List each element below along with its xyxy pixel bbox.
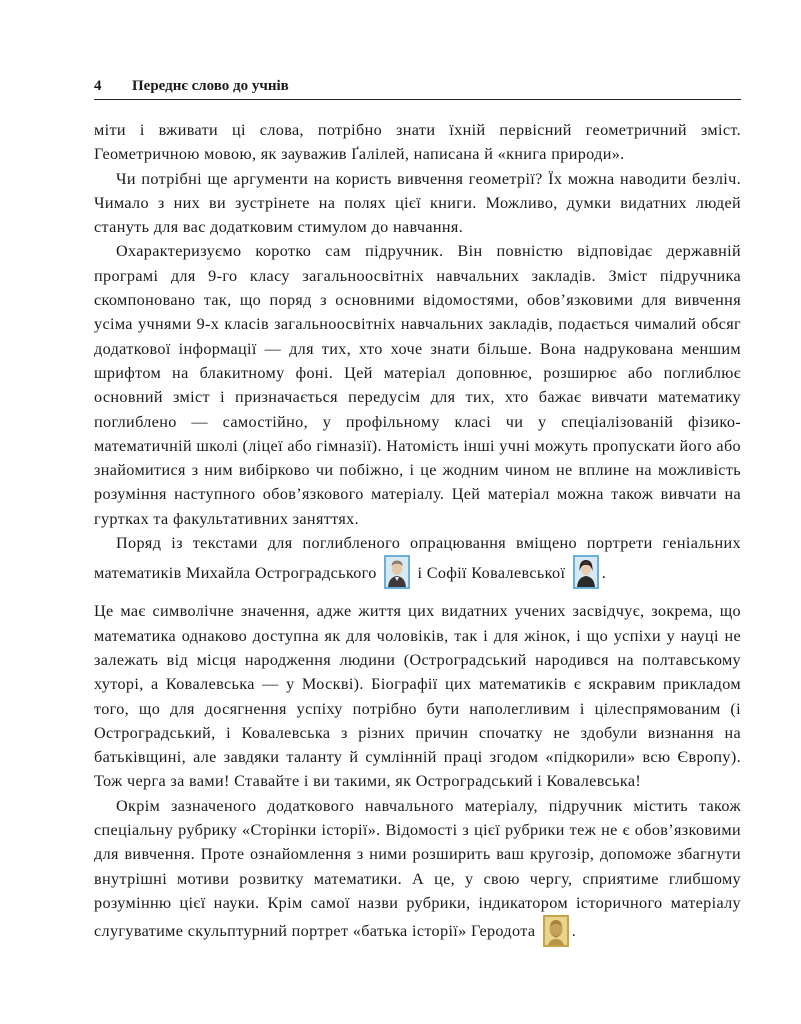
running-head [94, 78, 741, 100]
portrait-herodotus-icon [543, 915, 569, 947]
portrait-ostrogradsky-icon [384, 555, 410, 589]
paragraph-6-text-a: Окрім зазначеного додаткового навчального матеріалу, підручник містить також спеціальну рубрику «Сторінки історії». Відомості з цієї рубрики теж не є обов’язковими для вивчення. Проте ознайомлення з ними розширить ваш кругозір, допоможе збагнути внутрішні мотиви розвитку математики. А це, у свою чергу, сприятиме глибшому розумінню цієї науки. Крім самої назви рубрики, індикатором історичного матеріалу слугуватиме скульптурний портрет «батька історії» Геродота [94, 796, 741, 941]
paragraph-4-text-a: Поряд із текстами для поглибленого опрацювання вміщено портрети геніальних математиків Михайла Остроградського [94, 534, 741, 583]
page-number: 4 [94, 78, 102, 94]
portrait-kovalevskaya-icon [573, 555, 599, 589]
paragraph-4-text-b: і Софії Ковалевської [417, 564, 566, 583]
paragraph-2: Чи потрібні ще аргументи на користь вивчення геометрії? Їх можна наводити безліч. Чимало з них ви зустрінете на полях цієї книги. Можливо, думки видатних людей стануть для вас додатковим стимулом до навчання. [94, 169, 741, 237]
main-text [94, 118, 741, 947]
paragraph-6-text-b: . [571, 922, 577, 941]
running-head-title: Переднє слово до учнів [132, 78, 289, 94]
paragraph-5: Це має символічне значення, адже життя цих видатних учених засвідчує, зокрема, що математика однаково доступна як для чоловіків, так і для жінок, і що успіхи у науці не залежать від місця народження людини (Остроградський народився на полтавському хуторі, а Ковалевська — у Москві). Біографії цих математиків є яскравим прикладом того, що для досягнення успіху потрібно бути наполегливим і цілеспрямованим (і Остроградський, і Ковалевська з різних причин спочатку не здобули визнання на батьківщині, але завдяки таланту й сумлінній праці згодом «підкорили» всю Європу). Тож черга за вами! Ставайте і ви такими, як Остроградський і Ковалевська! [94, 602, 741, 791]
paragraph-6 [94, 794, 741, 947]
paragraph-3: Охарактеризуємо коротко сам підручник. Він повністю відповідає державній програмі для 9-го класу загальноосвітніх навчальних закладів. Зміст підручника скомпоновано так, що поряд з основними відомостями, обов’язковими для вивчення усіма учнями 9-х класів загальноосвітніх навчальних закладів, подається чималий обсяг додаткової інформації — для тих, хто хоче знати більше. Вона надрукована меншим шрифтом на блакитному фоні. Цей матеріал доповнює, розширює або поглиблює основний зміст і призначається передусім для тих, хто бажає вивчати математику поглиблено — самостійно, у профільному класі чи у спеціалізованій фізико-математичній школі (ліцеї або гімназії). Натомість інші учні можуть пропускати його або знайомитися з ним вибірково чи побіжно, і це жодним чином не вплине на можливість розуміння наступного обов’язкового матеріалу. Цей матеріал можна також вивчати на гуртках та факультативних заняттях. [94, 242, 741, 528]
paragraph-1: міти і вживати ці слова, потрібно знати їхній первісний геометричний зміст. Геометричною мовою, як зауважив Ґалілей, написана й «книга природи». [94, 121, 741, 164]
paragraph-4-text-c: . [601, 564, 607, 583]
paragraph-4 [94, 531, 741, 589]
